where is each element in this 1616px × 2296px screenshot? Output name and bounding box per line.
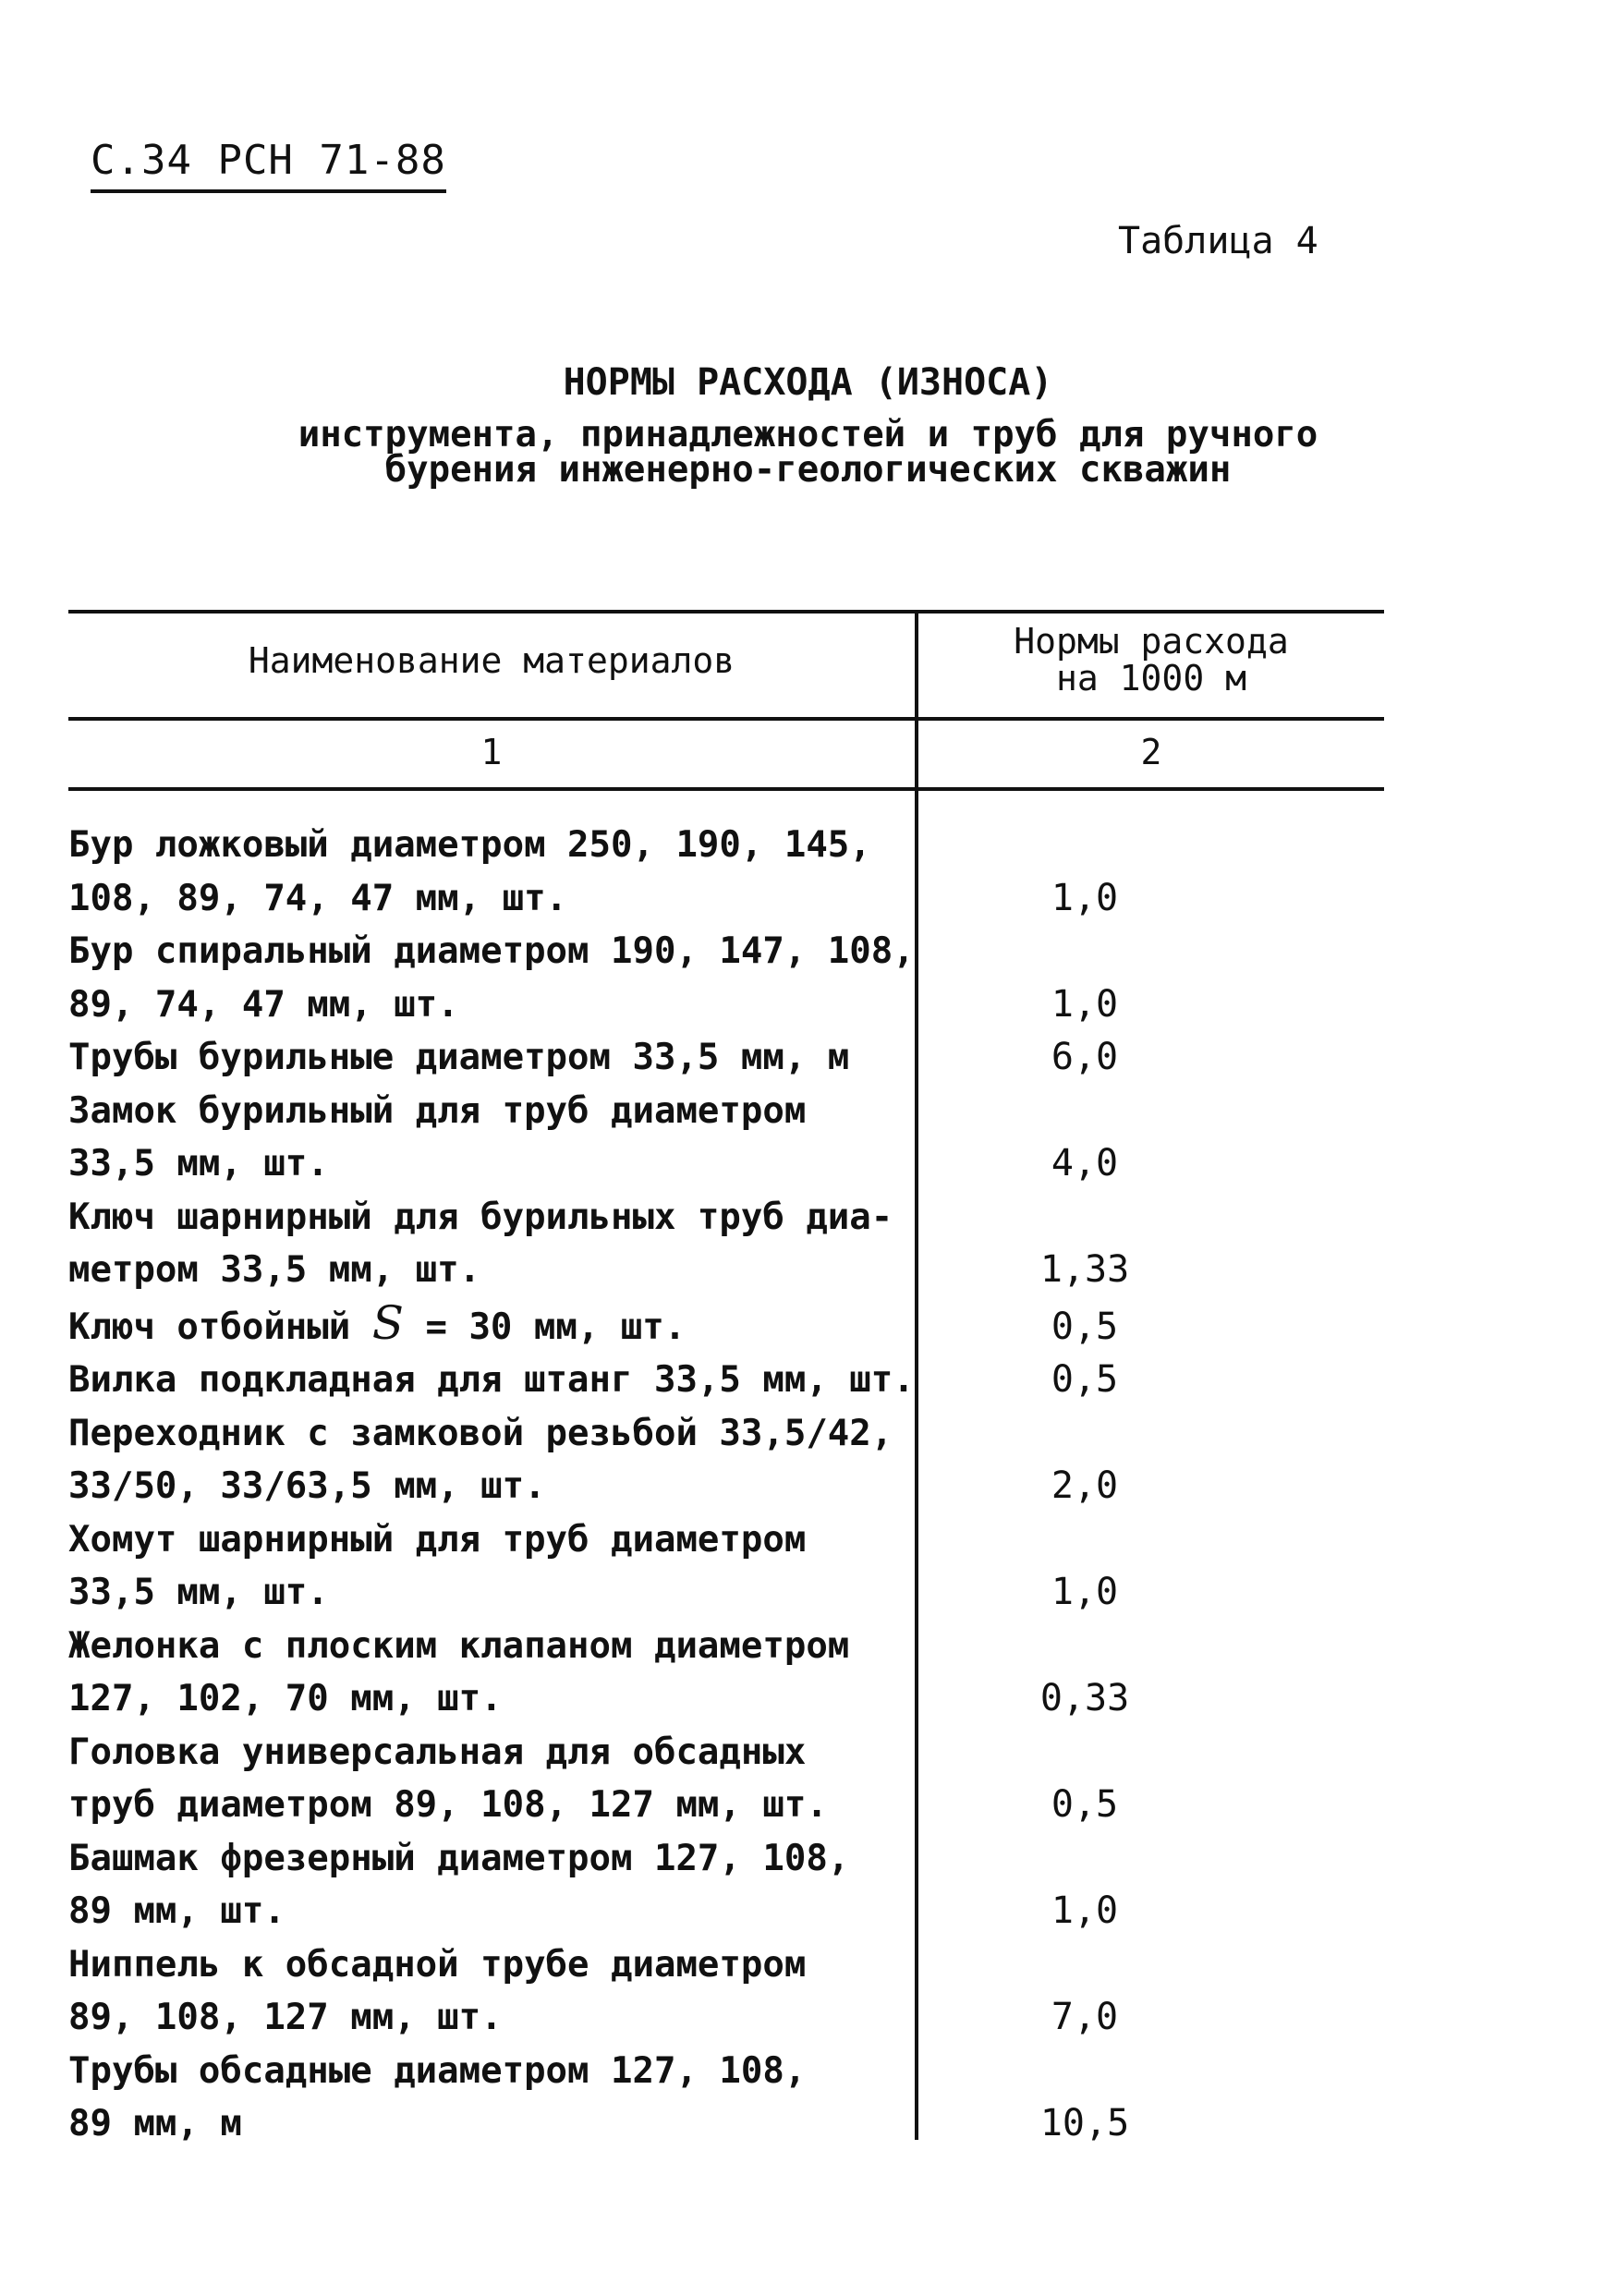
material-name	[68, 925, 915, 1031]
material-name-line: Замок бурильный для труб диаметром	[68, 1089, 807, 1132]
norm-value: 0,5	[1051, 1305, 1119, 1348]
table-row	[68, 1620, 1384, 1726]
material-name-line: труб диаметром 89, 108, 127 мм, шт.	[68, 1784, 828, 1826]
material-name-line: 89, 108, 127 мм, шт.	[68, 1997, 503, 2038]
title-subtitle-line2: бурения инженерно-геологических скважин	[384, 449, 1232, 491]
norm-value: 2,0	[1051, 1464, 1119, 1507]
norm-value: 1,33	[1039, 1248, 1130, 1291]
norm-value: 0,5	[1051, 1358, 1119, 1401]
column-header-norm-line2: на 1000 м	[1056, 658, 1246, 699]
table-row	[68, 1513, 1384, 1620]
column-header-norm-line1: Нормы расхода	[1014, 621, 1289, 662]
table-row	[68, 1191, 1384, 1297]
material-name	[68, 1407, 909, 1513]
title-subtitle	[0, 414, 1616, 491]
material-name-line: метром 33,5 мм, шт.	[68, 1249, 481, 1291]
norm-value: 0,5	[1051, 1783, 1119, 1826]
material-name-line: Башмак фрезерный диаметром 127, 108,	[68, 1837, 850, 1879]
table-top-rule	[68, 610, 1384, 613]
material-name-line: 127, 102, 70 мм, шт.	[68, 1678, 503, 1719]
document-code: С.34 РСН 71-88	[91, 137, 446, 193]
material-name	[68, 1297, 909, 1355]
material-name-line: 89 мм, м	[68, 2103, 242, 2144]
norm-value: 7,0	[1051, 1996, 1119, 2038]
material-name-line: 33,5 мм, шт.	[68, 1143, 329, 1184]
table-row	[68, 1726, 1384, 1832]
norm-value: 0,33	[1039, 1677, 1130, 1719]
material-name-line: 33/50, 33/63,5 мм, шт.	[68, 1465, 546, 1507]
column-header-material: Наименование материалов	[248, 640, 735, 681]
material-name	[68, 1085, 909, 1191]
table-row	[68, 1407, 1384, 1513]
material-name-line: Хомут шарнирный для труб диаметром	[68, 1518, 807, 1561]
norm-value: 1,0	[1051, 982, 1119, 1026]
material-name-line: 108, 89, 74, 47 мм, шт.	[68, 877, 568, 919]
column-number-1: 1	[480, 732, 503, 772]
material-name-line: 89 мм, шт.	[68, 1890, 286, 1932]
table-row	[68, 1297, 1384, 1355]
column-header-norm	[918, 623, 1384, 697]
table-row	[68, 1031, 1384, 1085]
norm-value: 4,0	[1051, 1142, 1119, 1184]
material-name-line: Ключ шарнирный для бурильных труб диа-	[68, 1196, 893, 1238]
table-row	[68, 925, 1384, 1031]
table-row	[68, 1354, 1384, 1407]
material-name	[68, 1191, 909, 1297]
material-name	[68, 1031, 909, 1085]
title-main: НОРМЫ РАСХОДА (ИЗНОСА)	[563, 361, 1053, 404]
material-name	[68, 2045, 909, 2151]
table-header-rule	[68, 717, 1384, 721]
table-row	[68, 1938, 1384, 2045]
table-title	[0, 360, 1616, 491]
table-row	[68, 1832, 1384, 1938]
material-name	[68, 819, 909, 925]
material-name-line: Ниппель к обсадной трубе диаметром	[68, 1943, 807, 1986]
material-name-suffix: = 30 мм, шт.	[404, 1306, 686, 1348]
material-name-line: Трубы обсадные диаметром 127, 108,	[68, 2049, 807, 2092]
material-name	[68, 1620, 909, 1726]
material-name-line: Переходник с замковой резьбой 33,5/42,	[68, 1412, 893, 1454]
wrench-size-symbol: S	[371, 1295, 404, 1350]
material-name-line: Бур ложковый диаметром 250, 190, 145,	[68, 824, 871, 866]
material-name-prefix: Ключ отбойный	[68, 1306, 372, 1348]
material-name-line: Бур спиральный диаметром 190, 147, 108,	[68, 930, 915, 972]
material-name-line: Головка универсальная для обсадных	[68, 1731, 807, 1773]
table-column-number-rule	[68, 787, 1384, 791]
norm-value: 1,0	[1051, 1889, 1119, 1932]
material-name-line: 33,5 мм, шт.	[68, 1572, 329, 1613]
title-subtitle-line1: инструмента, принадлежностей и труб для ручного	[298, 414, 1318, 456]
norm-value: 6,0	[1051, 1036, 1119, 1078]
norm-value: 1,0	[1051, 876, 1119, 919]
table-row	[68, 819, 1384, 925]
column-number-2: 2	[1140, 732, 1162, 772]
table-row	[68, 2045, 1384, 2151]
material-name	[68, 1726, 909, 1832]
material-name	[68, 1832, 909, 1938]
table-number: Таблица 4	[1118, 220, 1318, 262]
material-name-line: Вилка подкладная для штанг 33,5 мм, шт.	[68, 1359, 915, 1401]
material-name	[68, 1354, 915, 1407]
norms-table	[68, 610, 1384, 2144]
table-body	[68, 819, 1384, 2151]
material-name	[68, 1938, 909, 2045]
norm-value: 10,5	[1039, 2102, 1130, 2144]
material-name-line	[68, 1297, 909, 1355]
material-name	[68, 1513, 909, 1620]
norm-value: 1,0	[1051, 1571, 1119, 1613]
material-name-line: 89, 74, 47 мм, шт.	[68, 983, 459, 1026]
material-name-line: Трубы бурильные диаметром 33,5 мм, м	[68, 1037, 850, 1078]
material-name-line: Желонка с плоским клапаном диаметром	[68, 1624, 850, 1667]
table-row	[68, 1085, 1384, 1191]
